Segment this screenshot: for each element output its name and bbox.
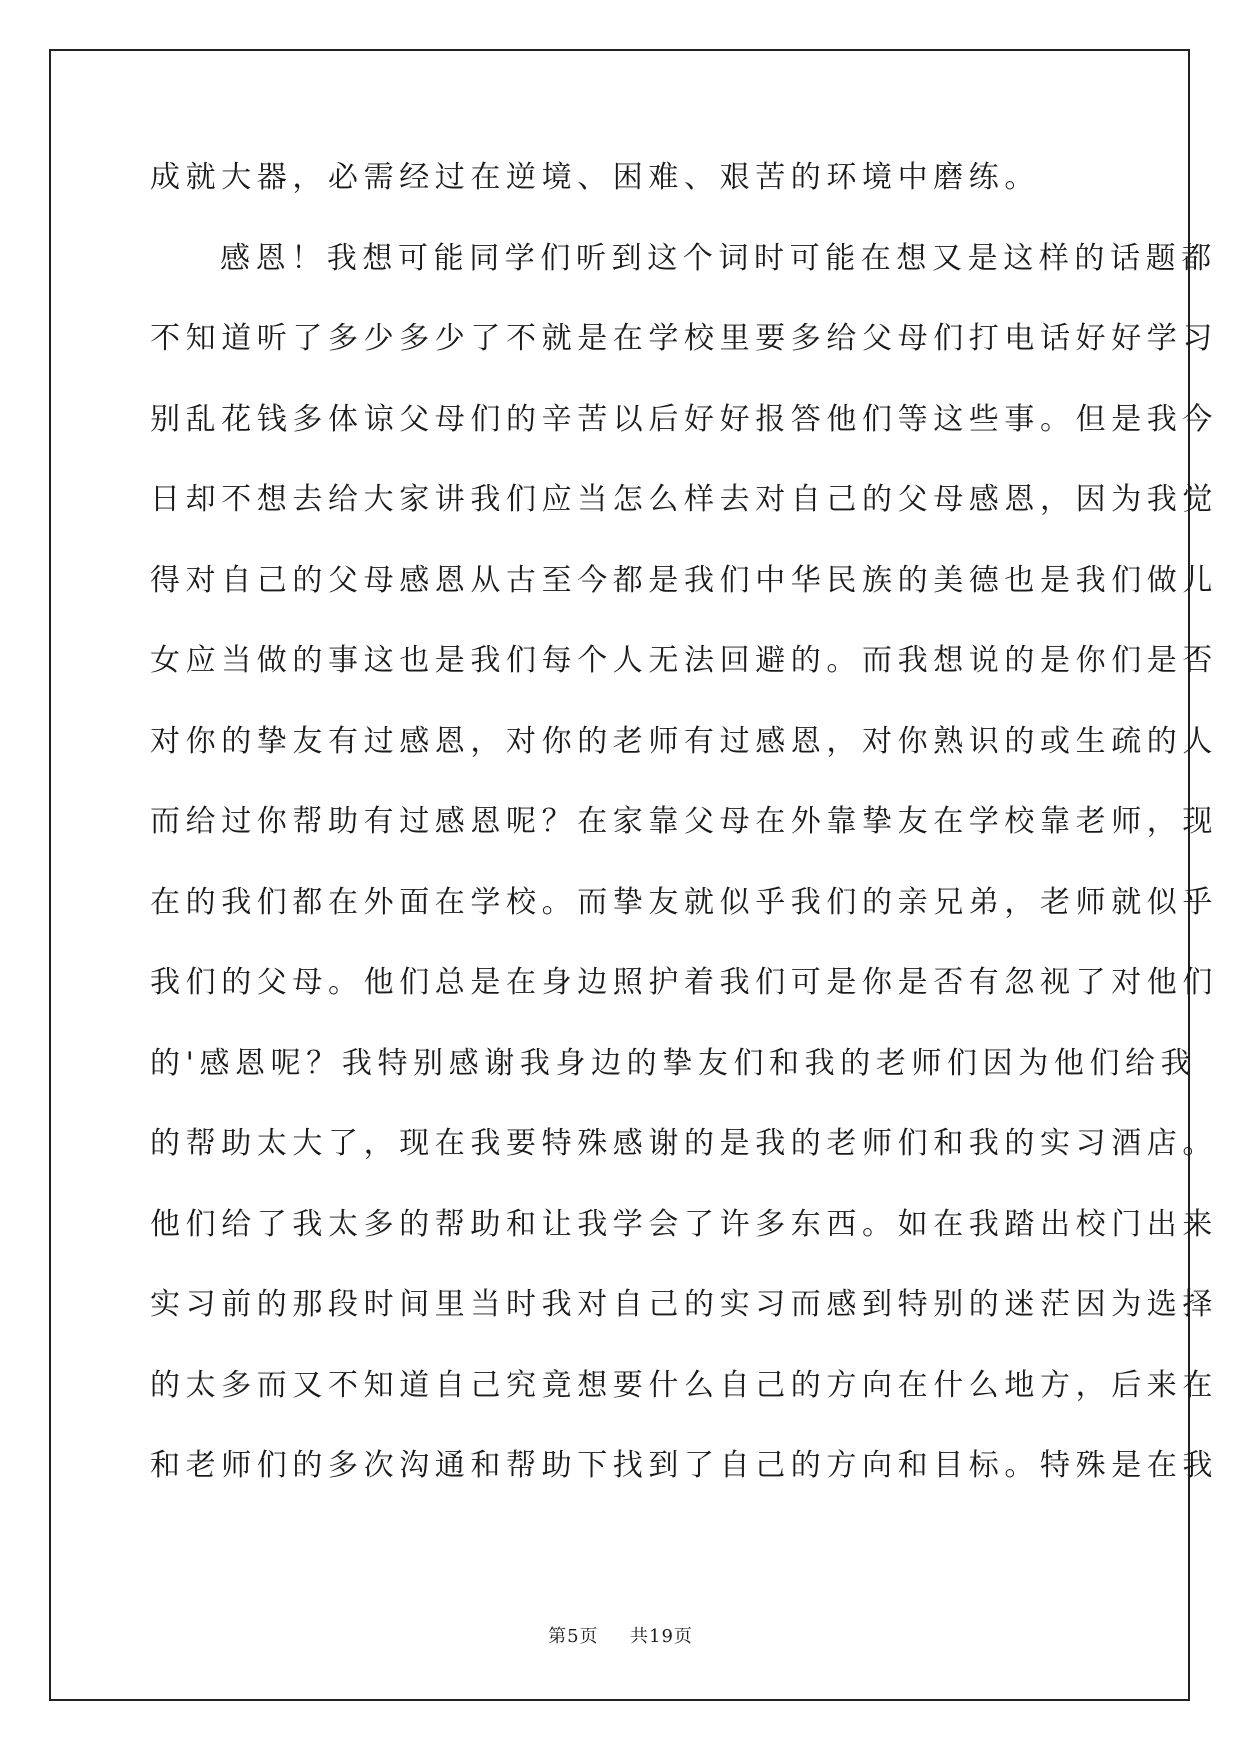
text-line-10: 在的我们都在外面在学校。而挚友就似乎我们的亲兄弟，老师就似乎	[150, 884, 1218, 920]
page-total: 共19页	[630, 1626, 693, 1647]
page-number: 第5页	[548, 1626, 599, 1647]
text-line-16: 的太多而又不知道自己究竟想要什么自己的方向在什么地方，后来在	[150, 1367, 1218, 1403]
text-line-13: 的帮助太大了，现在我要特殊感谢的是我的老师们和我的实习酒店。	[150, 1126, 1218, 1161]
text-line-12: 的'感恩呢？我特别感谢我身边的挚友们和我的老师们因为他们给我	[150, 1045, 1197, 1081]
text-line-1: 成就大器，必需经过在逆境、困难、艰苦的环境中磨练。	[150, 160, 1040, 195]
body-text	[150, 158, 1218, 1527]
text-line-14: 他们给了我太多的帮助和让我学会了许多东西。如在我踏出校门出来	[150, 1206, 1218, 1242]
text-line-15: 实习前的那段时间里当时我对自己的实习而感到特别的迷茫因为选择	[150, 1287, 1218, 1322]
text-line-9: 而给过你帮助有过感恩呢？在家靠父母在外靠挚友在学校靠老师，现	[150, 804, 1218, 839]
text-line-3: 不知道听了多少多少了不就是在学校里要多给父母们打电话好好学习	[150, 321, 1218, 356]
text-line-5: 日却不想去给大家讲我们应当怎么样去对自己的父母感恩，因为我觉	[150, 482, 1218, 517]
text-line-2: 感恩！我想可能同学们听到这个词时可能在想又是这样的话题都	[220, 240, 1217, 276]
text-line-17: 和老师们的多次沟通和帮助下找到了自己的方向和目标。特殊是在我	[150, 1448, 1218, 1483]
text-line-6: 得对自己的父母感恩从古至今都是我们中华民族的美德也是我们做儿	[150, 562, 1218, 598]
text-line-7: 女应当做的事这也是我们每个人无法回避的。而我想说的是你们是否	[150, 643, 1218, 678]
page-footer	[0, 1622, 1241, 1648]
text-line-8: 对你的挚友有过感恩，对你的老师有过感恩，对你熟识的或生疏的人	[150, 723, 1218, 759]
text-line-11: 我们的父母。他们总是在身边照护着我们可是你是否有忽视了对他们	[150, 965, 1218, 1000]
text-line-4: 别乱花钱多体谅父母们的辛苦以后好好报答他们等这些事。但是我今	[150, 401, 1218, 437]
